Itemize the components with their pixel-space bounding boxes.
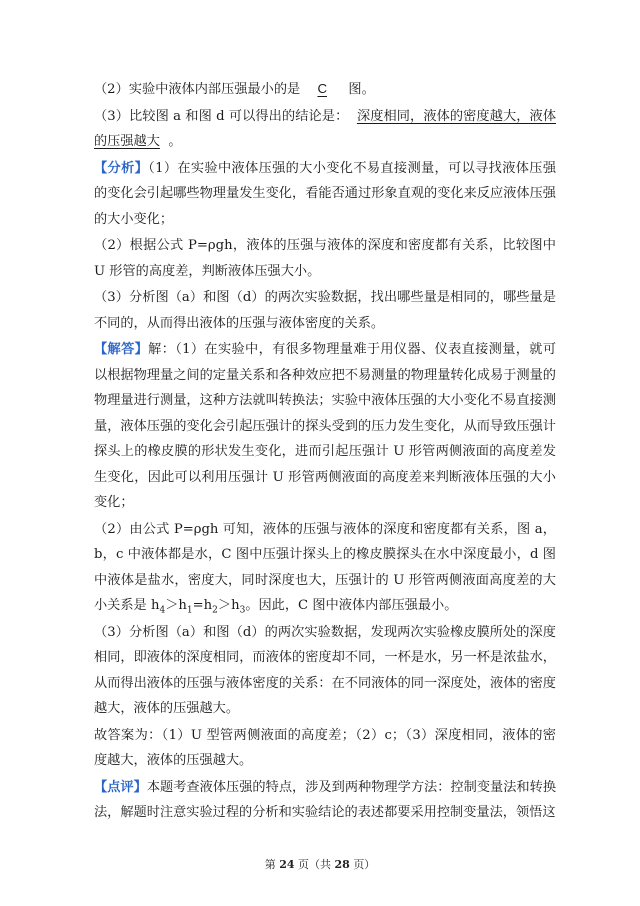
- review-text: 本题考查液体压强的特点，涉及到两种物理学方法：控制变量法和转换法，解题时注意实验过程的分析和实验结论的表述都要采用控制变量法，领悟这: [94, 779, 557, 820]
- question-3-answer: 深度相同，液体的密度越大，液体的压强越大: [94, 108, 557, 149]
- height-relation: $h_4>h_1=h_2>h_3$: [150, 598, 246, 616]
- solution-p3: [94, 620, 556, 722]
- total-pages: 28: [334, 858, 350, 871]
- question-2-suffix: 图。: [348, 82, 375, 97]
- analysis-p1: [94, 156, 556, 233]
- question-3-suffix: 。: [168, 134, 182, 149]
- review-tag: 【点评】: [94, 779, 147, 795]
- analysis-text-2: （2）根据公式 P=ρgh，液体的压强与液体的深度和密度都有关系，比较图中 U 形管的高度差，判断液体压强大小。: [94, 238, 556, 279]
- solution-p2: [94, 517, 556, 619]
- question-3: [94, 104, 556, 155]
- question-2-answer: C: [317, 81, 327, 96]
- solution-text-3: （3）分析图（a）和图（d）的两次实验数据，发现两次实验橡皮膜所处的深度相同，即液体的深度相同，而液体的密度却不同，一杯是水，另一杯是浓盐水，从而得出液体的压强与液体密度的关系：在不同液体的同一深度处，液体的密度越大，液体的压强越大。: [94, 624, 556, 716]
- analysis-p2: [94, 233, 556, 284]
- solution-tag: 【解答】: [94, 342, 149, 357]
- final-answer-text: 故答案为：（1）U 型管两侧液面的高度差；（2）c；（3）深度相同，液体的密度越大，液体的压强越大。: [94, 727, 556, 768]
- solution-text-2-end: 。因此，C 图中液体内部压强最小。: [245, 598, 458, 613]
- question-2-text: （2）实验中液体内部压强最小的是: [94, 82, 301, 97]
- page-footer: 第 24 页（共 28 页）: [264, 858, 376, 871]
- question-2: [94, 76, 556, 103]
- analysis-tag: 【分析】: [94, 160, 149, 176]
- solution-text-1: 解：（1）在实验中，有很多物理量难于用仪器、仪表直接测量，就可以根据物理量之间的定量关系和各种效应把不易测量的物理量转化成易于测量的物理量进行测量，这种方法就叫转换法；实验中液体压强的大小变化不易直接测量，液体压强的变化会引起压强计的探头受到的压力发生变化，从而导致压强计探头上的橡皮膜的形状发生变化，进而引起压强计 U 形管两侧液面的高度差发生变化，因此可以利用压强计 U 形管两侧液面的高度差来判断液体压强的大小变化；: [94, 342, 557, 510]
- page-content: [94, 76, 556, 827]
- solution-text-2: （2）由公式 P=ρgh 可知，液体的压强与液体的深度和密度都有关系，图 a，b，c 中液体都是水，C 图中压强计探头上的橡皮膜探头在水中深度最小，d 图中液体是盐水，密度大，同时深度也大，压强计的 U 形管两侧液面高度差的大小关系是: [94, 521, 556, 613]
- final-answer: [94, 723, 556, 774]
- question-3-text: （3）比较图 a 和图 d 可以得出的结论是：: [94, 108, 349, 124]
- analysis-p3: [94, 285, 556, 336]
- analysis-text-3: （3）分析图（a）和图（d）的两次实验数据，找出哪些量是相同的，哪些量是不同的，从而得出液体的压强与液体密度的关系。: [94, 290, 556, 331]
- page-number: 24: [279, 858, 295, 871]
- analysis-text-1: （1）在实验中液体压强的大小变化不易直接测量，可以寻找液体压强的变化会引起哪些物理量发生变化，看能否通过形象直观的变化来反应液体压强的大小变化；: [94, 160, 557, 227]
- review-p: [94, 775, 556, 826]
- solution-p1: [94, 337, 556, 516]
